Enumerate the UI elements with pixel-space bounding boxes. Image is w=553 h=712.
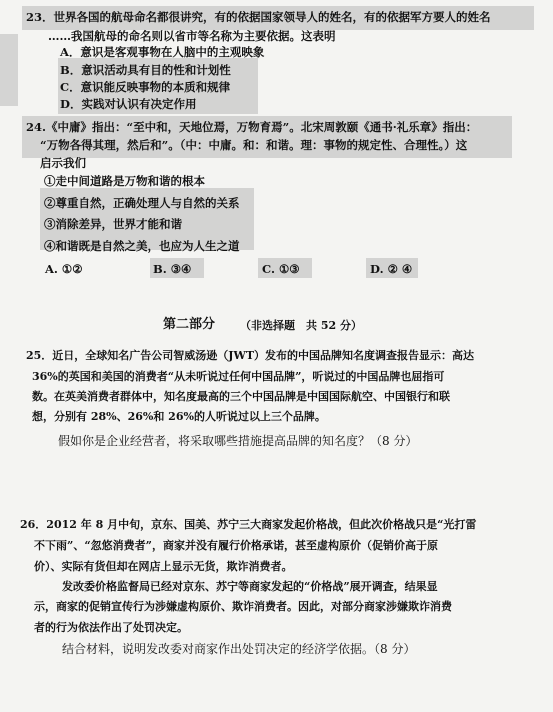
q23-option-c: C．意识能反映事物的本质和规律 [60, 80, 231, 94]
q24-statement-1: ①走中间道路是万物和谐的根本 [44, 174, 205, 188]
q24-choice-b: B. ③④ [153, 262, 192, 276]
question-23-stem: 23．世界各国的航母命名都很讲究，有的依据国家领导人的姓名，有的依据军方要人的姓名 [26, 10, 491, 24]
question-26-line4: 发改委价格监督局已经对京东、苏宁等商家发起的“价格战”展开调查，结果显 [62, 580, 438, 593]
question-25-line1: 25．近日，全球知名广告公司智威汤逊（JWT）发布的中国品牌知名度调查报告显示：高达 [26, 349, 475, 362]
q23-option-d: D．实践对认识有决定作用 [60, 97, 197, 111]
question-25-line2: 36%的英国和美国的消费者“从未听说过任何中国品牌”，听说过的中国品牌也屈指可 [32, 370, 445, 383]
q24-statement-4: ④和谐既是自然之美，也应为人生之道 [44, 239, 240, 253]
section-title: 第二部分 [163, 317, 216, 332]
question-25-prompt: 假如你是企业经营者，将采取哪些措施提高品牌的知名度？（8 分） [58, 434, 418, 448]
q23-option-a: A．意识是客观事物在人脑中的主观映象 [60, 45, 265, 59]
question-26-line5: 示，商家的促销宣传行为涉嫌虚构原价、欺诈消费者。因此，对部分商家涉嫌欺诈消费 [34, 600, 452, 613]
q24-choice-d: D. ② ④ [370, 262, 413, 276]
question-25-line4: 想，分别有 28%、26%和 26%的人听说过以上三个品牌。 [32, 410, 326, 423]
question-25-line3: 数。在英美消费者群体中，知名度最高的三个中国品牌是中国国际航空、中国银行和联 [32, 390, 450, 403]
q23-option-b: B．意识活动具有目的性和计划性 [60, 63, 231, 77]
question-23-stem-cont: ……我国航母的命名则以省市等名称为主要依据。这表明 [48, 29, 336, 43]
question-24-stem-line2: “万物各得其理，然后和”。（中：中庸。和：和谐。理：事物的规定性、合理性。）这 [40, 138, 468, 152]
question-26-line2: 不下雨”、“忽悠消费者”，商家并没有履行价格承诺，甚至虚构原价（促销价高于原 [34, 539, 438, 552]
q24-choice-a: A. ①② [45, 262, 83, 276]
scan-smudge [0, 34, 18, 106]
q24-statement-2: ②尊重自然，正确处理人与自然的关系 [44, 196, 240, 210]
question-26-line6: 者的行为依法作出了处罚决定。 [34, 621, 188, 634]
q24-choice-c: C. ①③ [262, 262, 300, 276]
question-26-prompt: 结合材料，说明发改委对商家作出处罚决定的经济学依据。（8 分） [62, 642, 416, 656]
question-24-stem: 24.《中庸》指出：“至中和，天地位焉，万物育焉”。北宋周敦颐《通书·礼乐章》指出： [26, 120, 478, 134]
question-26-line1: 26．2012 年 8 月中旬，京东、国美、苏宁三大商家发起价格战，但此次价格战只是“光打雷 [20, 518, 477, 531]
question-24-stem-line3: 启示我们 [40, 156, 86, 170]
section-subtitle: （非选择题 共 52 分） [240, 319, 362, 332]
question-26-line3: 价）、实际有货但却在网店上显示无货，欺诈消费者。 [34, 560, 293, 573]
q24-statement-3: ③消除差异，世界才能和谐 [44, 217, 182, 231]
